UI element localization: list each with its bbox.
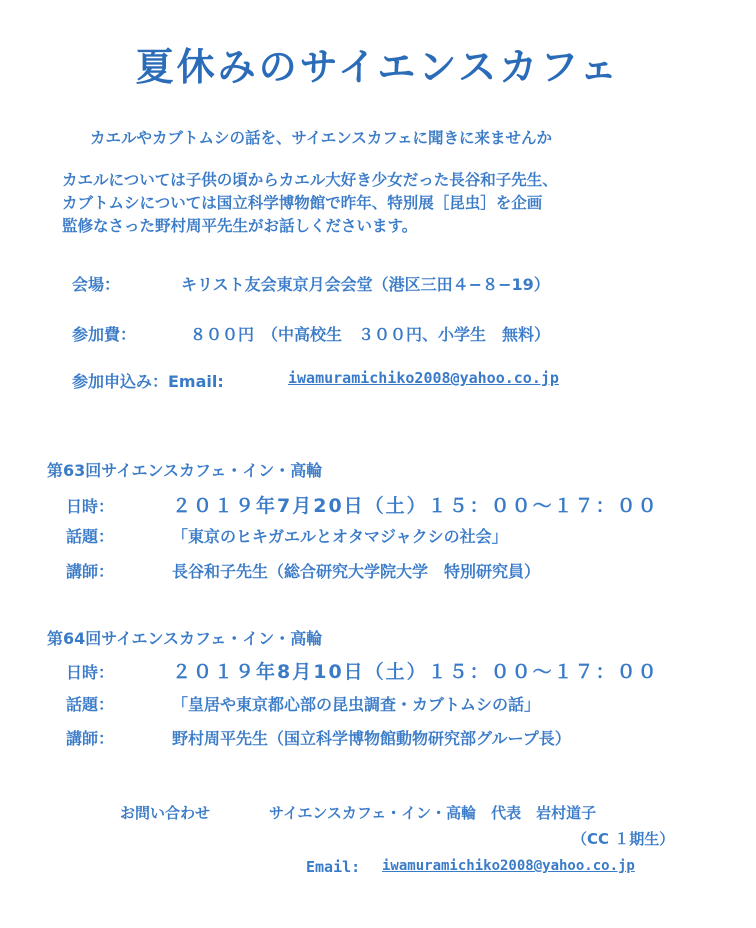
session-63-topic-label: 話題： xyxy=(66,527,115,546)
session-63-title: 第63回サイエンスカフェ・イン・高輪 xyxy=(47,461,323,480)
contact-email-label: Email: xyxy=(306,858,361,876)
venue-value: キリスト友会東京月会会堂（港区三田４−８−19） xyxy=(181,275,550,294)
session-63-lecturer-label: 講師： xyxy=(66,562,115,581)
session-63-date-value: ２０１９年7月20日（土）１５：００〜１７：００ xyxy=(172,495,659,517)
apply-label: 参加申込み：Email: xyxy=(72,372,224,391)
apply-email-link[interactable]: iwamuramichiko2008@yahoo.co.jp xyxy=(288,369,559,387)
venue-label: 会場： xyxy=(72,275,121,294)
session-64-date-value: ２０１９年8月10日（土）１５：００〜１７：００ xyxy=(172,661,659,683)
intro-line-3: 監修なさった野村周平先生がお話しくださいます。 xyxy=(62,217,418,235)
session-64-title: 第64回サイエンスカフェ・イン・高輪 xyxy=(47,629,323,648)
contact-note: （CC １期生） xyxy=(572,830,675,848)
fee-label: 参加費： xyxy=(72,325,137,344)
contact-label: お問い合わせ xyxy=(120,804,211,822)
session-63-date-label: 日時： xyxy=(66,497,115,516)
session-64-lecturer-label: 講師： xyxy=(66,729,115,748)
intro-line-2: カブトムシについては国立科学博物館で昨年、特別展［昆虫］を企画 xyxy=(62,194,543,212)
session-63-lecturer-value: 長谷和子先生（総合研究大学院大学 特別研究員） xyxy=(172,562,541,581)
contact-org: サイエンスカフェ・イン・高輪 代表 岩村道子 xyxy=(269,804,597,822)
session-64-lecturer-value: 野村周平先生（国立科学博物館動物研究部グループ長） xyxy=(172,729,571,748)
session-63-topic-value: 「東京のヒキガエルとオタマジャクシの社会」 xyxy=(172,527,508,546)
page-title: 夏休みのサイエンスカフェ xyxy=(135,45,621,89)
session-64-topic-value: 「皇居や東京都心部の昆虫調査・カブトムシの話」 xyxy=(172,695,541,714)
fee-value: ８００円 （中高校生 ３００円、小学生 無料） xyxy=(190,325,551,344)
session-64-date-label: 日時： xyxy=(66,663,115,682)
session-64-topic-label: 話題： xyxy=(66,695,115,714)
contact-email-link[interactable]: iwamuramichiko2008@yahoo.co.jp xyxy=(382,858,635,874)
subtitle: カエルやカブトムシの話を、サイエンスカフェに聞きに来ませんか xyxy=(90,129,553,147)
intro-line-1: カエルについては子供の頃からカエル大好き少女だった長谷和子先生、 xyxy=(62,171,558,189)
